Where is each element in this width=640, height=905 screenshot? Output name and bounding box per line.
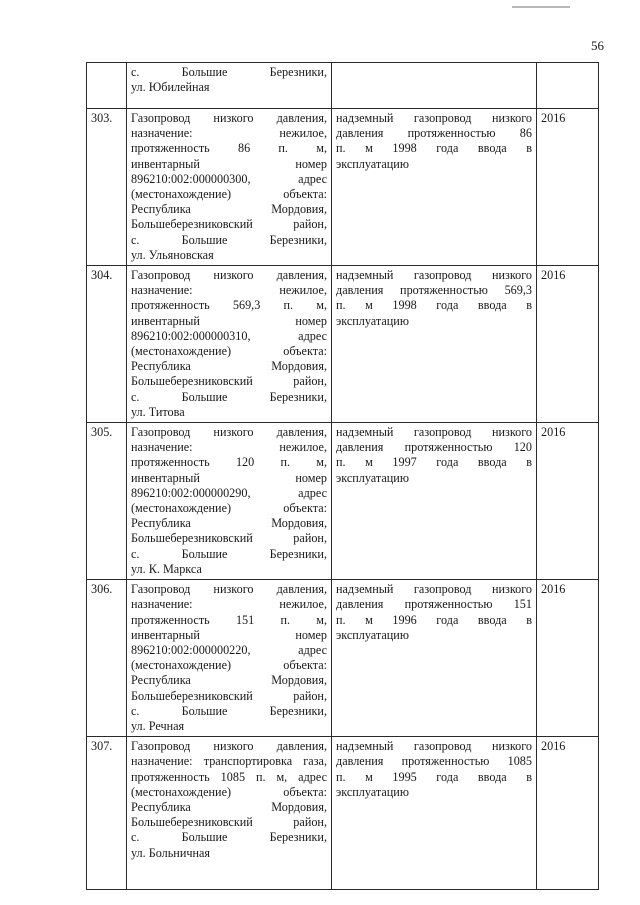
object-characteristics: [332, 580, 537, 737]
description-line: ул. К. Маркса: [131, 561, 202, 576]
year-cell: 2016: [537, 423, 599, 580]
description-line: назначение: транспортировка газа,: [131, 754, 327, 769]
description-line: назначение: нежилое,: [131, 440, 327, 455]
characteristics-line: эксплуатацию: [336, 470, 409, 485]
description-line: Республика Мордовия,: [131, 673, 327, 688]
description-line: инвентарный номер: [131, 156, 327, 171]
description-line: с. Большие Березники,: [131, 830, 327, 845]
characteristics-line: надземный газопровод низкого: [336, 425, 532, 440]
characteristics-line: надземный газопровод низкого: [336, 739, 532, 754]
description-line: протяженность 86 п. м,: [131, 141, 327, 156]
characteristics-line: п. м 1997 года ввода в: [336, 455, 532, 470]
description-line: инвентарный номер: [131, 313, 327, 328]
characteristics-line: п. м 1995 года ввода в: [336, 769, 532, 784]
object-description: [127, 580, 332, 737]
description-line: с. Большие Березники,: [131, 232, 327, 247]
characteristics-line: эксплуатацию: [336, 627, 409, 642]
property-table: [86, 62, 599, 890]
description-line: Газопровод низкого давления,: [131, 425, 327, 440]
table-body: [87, 63, 599, 890]
description-line: назначение: нежилое,: [131, 597, 327, 612]
description-line: ул. Юбилейная: [131, 80, 210, 95]
characteristics-line: давления протяженностью 151: [336, 597, 532, 612]
characteristics-line: надземный газопровод низкого: [336, 582, 532, 597]
description-line: Республика Мордовия,: [131, 799, 327, 814]
characteristics-line: надземный газопровод низкого: [336, 111, 532, 125]
year-cell: 2016: [537, 109, 599, 266]
description-line: Большеберезниковский район,: [131, 531, 327, 546]
description-line: инвентарный номер: [131, 470, 327, 485]
description-line: Большеберезниковский район,: [131, 374, 327, 389]
description-line: (местонахождение) объекта:: [131, 344, 327, 359]
page-number: 56: [591, 38, 604, 53]
description-line: Республика Мордовия,: [131, 359, 327, 374]
object-description: [127, 109, 332, 266]
description-line: (местонахождение) объекта:: [131, 187, 327, 202]
description-line: назначение: нежилое,: [131, 283, 327, 298]
characteristics-line: эксплуатацию: [336, 313, 409, 328]
row-number: 306.: [87, 580, 127, 737]
object-description: [127, 423, 332, 580]
description-line: (местонахождение) объекта:: [131, 658, 327, 673]
description-line: ул. Ульяновская: [131, 247, 214, 262]
description-line: с. Большие Березники,: [131, 703, 327, 718]
object-characteristics: [332, 423, 537, 580]
table-row: [87, 580, 599, 737]
description-line: Газопровод низкого давления,: [131, 268, 327, 283]
table-row: [87, 737, 599, 890]
description-line: с. Большие Березники,: [131, 389, 327, 404]
characteristics-line: надземный газопровод низкого: [336, 268, 532, 283]
characteristics-line: эксплуатацию: [336, 156, 409, 171]
description-line: Газопровод низкого давления,: [131, 739, 327, 754]
year-cell: 2016: [537, 266, 599, 423]
description-line: 896210:002:000000300, адрес: [131, 171, 327, 186]
row-number: 305.: [87, 423, 127, 580]
description-line: ул. Больничная: [131, 845, 211, 860]
description-line: Республика Мордовия,: [131, 516, 327, 531]
object-description: [127, 266, 332, 423]
description-line: с. Большие Березники,: [131, 65, 327, 79]
description-line: 896210:002:000000220, адрес: [131, 642, 327, 657]
row-number: 307.: [87, 737, 127, 890]
year-cell: [537, 63, 599, 109]
table-row: [87, 423, 599, 580]
description-line: Республика Мордовия,: [131, 202, 327, 217]
scan-artifact: [512, 6, 570, 8]
characteristics-line: давления протяженностью 569,3: [336, 283, 532, 298]
object-description: [127, 737, 332, 890]
object-characteristics: [332, 109, 537, 266]
description-line: Большеберезниковский район,: [131, 217, 327, 232]
description-line: 896210:002:000000310, адрес: [131, 328, 327, 343]
characteristics-line: п. м 1998 года ввода в: [336, 298, 532, 313]
object-characteristics: [332, 63, 537, 109]
characteristics-line: п. м 1996 года ввода в: [336, 612, 532, 627]
object-description: [127, 63, 332, 109]
description-line: 896210:002:000000290, адрес: [131, 485, 327, 500]
characteristics-line: п. м 1998 года ввода в: [336, 141, 532, 156]
row-number: 304.: [87, 266, 127, 423]
description-line: назначение: нежилое,: [131, 126, 327, 141]
description-line: (местонахождение) объекта:: [131, 784, 327, 799]
table-row: [87, 266, 599, 423]
description-line: протяженность 1085 п. м, адрес: [131, 769, 327, 784]
description-line: (местонахождение) объекта:: [131, 501, 327, 516]
object-characteristics: [332, 737, 537, 890]
table-row: [87, 63, 599, 109]
object-characteristics: [332, 266, 537, 423]
characteristics-line: давления протяженностью 1085: [336, 754, 532, 769]
description-line: с. Большие Березники,: [131, 546, 327, 561]
description-line: Большеберезниковский район,: [131, 815, 327, 830]
row-number: [87, 63, 127, 109]
year-cell: 2016: [537, 737, 599, 890]
description-line: ул. Титова: [131, 404, 185, 419]
table-row: [87, 109, 599, 266]
description-line: Газопровод низкого давления,: [131, 582, 327, 597]
description-line: ул. Речная: [131, 718, 185, 733]
description-line: инвентарный номер: [131, 627, 327, 642]
description-line: Газопровод низкого давления,: [131, 111, 327, 125]
characteristics-line: давления протяженностью 86: [336, 126, 532, 141]
description-line: протяженность 569,3 п. м,: [131, 298, 327, 313]
characteristics-line: эксплуатацию: [336, 784, 409, 799]
description-line: протяженность 151 п. м,: [131, 612, 327, 627]
row-number: 303.: [87, 109, 127, 266]
characteristics-line: давления протяженностью 120: [336, 440, 532, 455]
description-line: протяженность 120 п. м,: [131, 455, 327, 470]
year-cell: 2016: [537, 580, 599, 737]
description-line: Большеберезниковский район,: [131, 688, 327, 703]
